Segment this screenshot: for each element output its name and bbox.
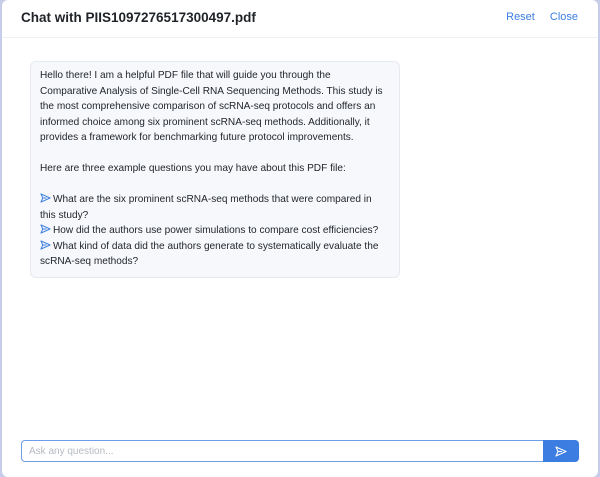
header-actions	[506, 11, 578, 23]
reset-button[interactable]: Reset	[506, 11, 535, 23]
example-question-text: How did the authors use power simulations to compare cost efficiencies?	[53, 225, 379, 236]
send-arrow-icon	[555, 446, 567, 457]
send-arrow-icon	[40, 193, 51, 203]
send-arrow-icon	[40, 224, 51, 234]
intro-text: Hello there! I am a helpful PDF file that will guide you through the Comparative Analysis of Single-Cell RNA Sequencing Methods. This study is the most comprehensive comparison of scRNA-seq protocols and offers an informed choice among six prominent scRNA-seq methods. Additionally, it provides a framework for benchmarking future protocol improvements.	[40, 70, 383, 143]
example-question-3[interactable]	[40, 239, 390, 270]
chat-input-bar	[21, 440, 578, 462]
assistant-message	[30, 61, 400, 278]
example-question-2[interactable]	[40, 223, 390, 239]
chat-title: Chat with PIIS1097276517300497.pdf	[21, 10, 256, 25]
question-input[interactable]	[21, 440, 543, 462]
message-list	[2, 38, 598, 433]
close-button[interactable]: Close	[549, 11, 578, 23]
example-question-text: What kind of data did the authors generate to systematically evaluate the scRNA-seq methods?	[40, 240, 379, 267]
send-arrow-icon	[40, 240, 51, 250]
chat-window	[2, 0, 598, 477]
send-button[interactable]	[543, 440, 579, 462]
example-questions-prompt: Here are three example questions you may have about this PDF file:	[40, 163, 346, 174]
example-question-1[interactable]	[40, 192, 390, 223]
example-question-text: What are the six prominent scRNA-seq methods that were compared in this study?	[40, 194, 372, 221]
chat-header	[2, 0, 598, 38]
